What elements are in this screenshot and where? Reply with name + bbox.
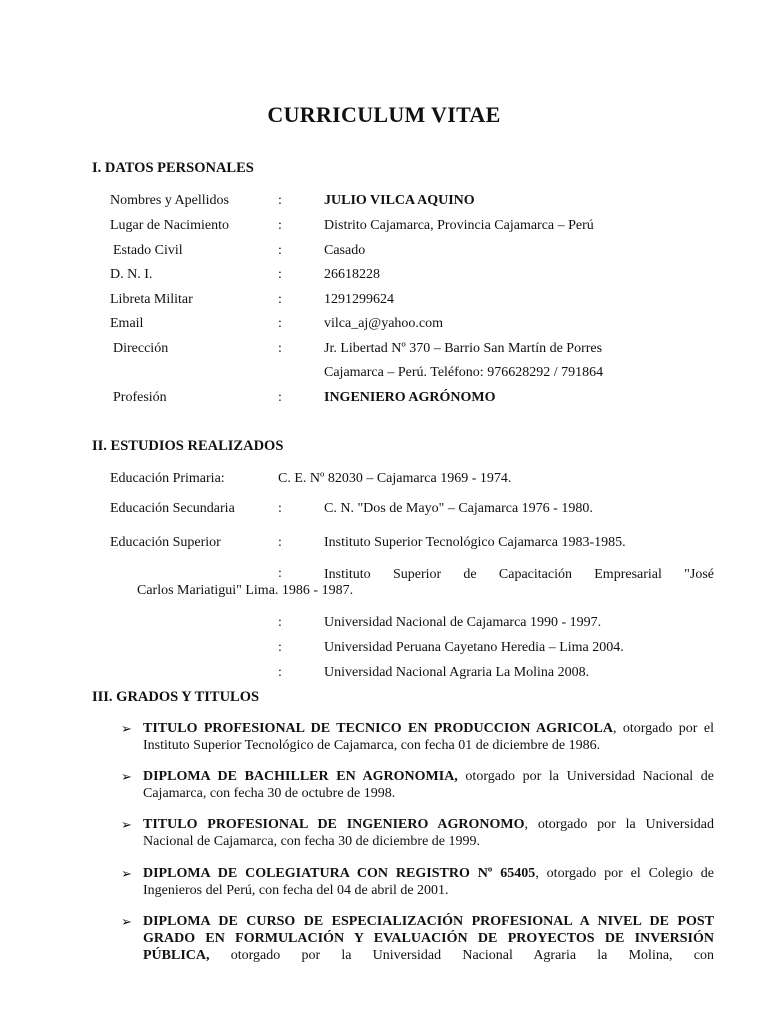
email-value: vilca_aj@yahoo.com	[324, 316, 444, 331]
study-value: C. N. "Dos de Mayo" – Cajamarca 1976 - 1980.	[324, 501, 593, 516]
field-value: INGENIERO AGRÓNOMO	[324, 390, 496, 405]
degree-detail: , otorgado por el Colegio de Ingenieros del Perú, con fecha del 04 de abril de 2001.	[143, 866, 714, 898]
field-value: 26618228	[324, 267, 380, 282]
section-heading-personal: I. DATOS PERSONALES	[92, 160, 254, 176]
study-value: Instituto Superior Tecnológico Cajamarca 1983-1985.	[324, 535, 626, 550]
field-colon: :	[278, 218, 282, 233]
field-colon: :	[278, 193, 282, 208]
degree-detail: otorgado por la Universidad Nacional Agraria la Molina, con	[209, 948, 714, 963]
document-title: CURRICULUM VITAE	[267, 102, 501, 127]
degree-detail: otorgado por la Universidad Nacional de Cajamarca, con fecha 30 de octubre de 1998.	[143, 769, 715, 801]
degree-detail: , otorgado por la Universidad Nacional de Cajamarca, con fecha 30 de diciembre de 1999.	[143, 817, 714, 849]
study-value: Universidad Peruana Cayetano Heredia – Lima 2004.	[324, 640, 624, 655]
field-colon: :	[278, 615, 282, 630]
field-colon: :	[278, 316, 282, 331]
degree-title: DIPLOMA DE BACHILLER EN AGRONOMIA,	[143, 769, 458, 784]
field-value: Distrito Cajamarca, Provincia Cajamarca – Perú	[324, 218, 594, 233]
field-colon: :	[278, 535, 282, 550]
study-value: Universidad Nacional Agraria La Molina 2008.	[324, 665, 590, 680]
field-value: Jr. Libertad Nº 370 – Barrio San Martín de Porres	[324, 341, 603, 356]
field-colon: :	[278, 341, 282, 356]
study-value: C. E. Nº 82030 – Cajamarca 1969 - 1974.	[278, 471, 512, 486]
degree-text	[143, 913, 714, 964]
field-label: D. N. I.	[110, 267, 153, 282]
field-label: Profesión	[113, 390, 167, 405]
study-value: Instituto Superior de Capacitación Empresarial "José	[324, 567, 714, 582]
degree-text	[143, 768, 714, 802]
study-value: Universidad Nacional de Cajamarca 1990 - 1997.	[324, 615, 602, 630]
section-heading-studies: II. ESTUDIOS REALIZADOS	[92, 438, 284, 454]
degree-detail: , otorgado por el Instituto Superior Tecnológico de Cajamarca, con fecha 01 de diciembre de 1986.	[143, 721, 714, 753]
arrow-bullet-icon: ➢	[121, 914, 132, 929]
degree-text	[143, 865, 714, 899]
field-label: Libreta Militar	[110, 292, 193, 307]
field-label: Dirección	[113, 341, 169, 356]
field-colon: :	[278, 501, 282, 516]
field-colon: :	[278, 292, 282, 307]
field-colon: :	[278, 566, 282, 581]
field-label: Estado Civil	[113, 243, 183, 258]
degree-title: DIPLOMA DE COLEGIATURA CON REGISTRO Nº 65405	[143, 866, 536, 881]
field-label: Nombres y Apellidos	[110, 193, 229, 208]
field-colon: :	[278, 390, 282, 405]
field-colon: :	[278, 640, 282, 655]
field-value: JULIO VILCA AQUINO	[324, 193, 475, 208]
field-value: 1291299624	[324, 292, 394, 307]
arrow-bullet-icon: ➢	[121, 866, 132, 881]
study-label: Educación Secundaria	[110, 501, 235, 516]
arrow-bullet-icon: ➢	[121, 721, 132, 736]
study-value-continuation: Carlos Mariatigui" Lima. 1986 - 1987.	[137, 583, 354, 598]
degree-title: TITULO PROFESIONAL DE TECNICO EN PRODUCCION AGRICOLA	[143, 721, 613, 736]
arrow-bullet-icon: ➢	[121, 817, 132, 832]
degree-text	[143, 720, 714, 754]
field-label: Email	[110, 316, 144, 331]
field-label: Lugar de Nacimiento	[110, 218, 229, 233]
degree-text	[143, 816, 714, 850]
study-label: Educación Superior	[110, 535, 221, 550]
section-heading-degrees: III. GRADOS Y TITULOS	[92, 689, 260, 705]
field-value: Casado	[324, 243, 366, 258]
field-colon: :	[278, 665, 282, 680]
degree-title: TITULO PROFESIONAL DE INGENIERO AGRONOMO	[143, 817, 525, 832]
arrow-bullet-icon: ➢	[121, 769, 132, 784]
degree-title: DIPLOMA DE CURSO DE ESPECIALIZACIÓN PROFESIONAL A NIVEL DE POST GRADO EN FORMULACIÓN Y EVALUACIÓN DE PROYECTOS DE INVERSIÓN PÚBLICA,	[143, 914, 714, 963]
field-colon: :	[278, 267, 282, 282]
field-value-line2: Cajamarca – Perú. Teléfono: 976628292 / 791864	[324, 365, 604, 380]
field-colon: :	[278, 243, 282, 258]
study-label: Educación Primaria:	[110, 471, 225, 486]
